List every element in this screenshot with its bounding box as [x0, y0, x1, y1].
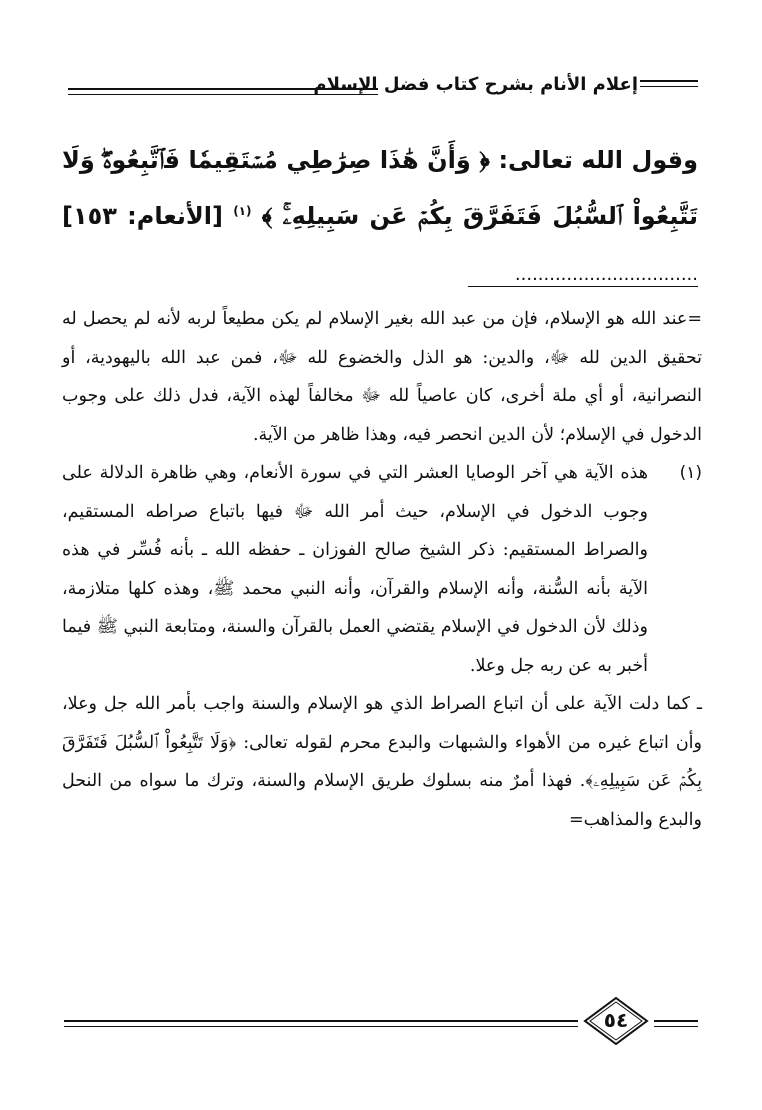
footnote-1-text: هذه الآية هي آخر الوصايا العشر التي في سورة الأنعام، وهي ظاهرة الدلالة على وجوب الدخول في الإسلام، حيث أمر الله ﷻ فيها باتباع صراطه المستقيم، والصراط المستقيم: ذكر الشيخ صالح الفوزان ـ حفظه الله ـ بأنه فُسِّر في هذه الآية بأنه السُّنة، وأنه الإسلام والقرآن، وأنه النبي محمد ﷺ، وهذه كلها متلازمة، وذلك لأن الدخول في الإسلام يقتضي العمل بالقرآن والسنة، ومتابعة النبي ﷺ فيما أخبر به عن ربه جل وعلا.: [62, 463, 648, 676]
running-title: إعلام الأنام بشرح كتاب فضل الإسلام: [313, 74, 638, 95]
verse-open-bracket: ﴿: [479, 146, 490, 174]
footnote-paragraph-2: ـ كما دلت الآية على أن اتباع الصراط الذي هو الإسلام والسنة واجب بأمر الله جل وعلا، وأن اتباع غيره من الأهواء والشبهات والبدع محرم لقوله تعالى: ﴿وَلَا تَتَّبِعُواْ ٱلسُّبُلَ فَتَفَرَّقَ بِكُمۡ عَن سَبِيلِهِۦ﴾. فهذا أمرٌ منه بسلوك طريق الإسلام والسنة، وترك ما سواه من النحل والبدع والمذاهب=: [62, 694, 702, 830]
header-rule-right: [640, 80, 698, 87]
verse-close-bracket: ﴾: [261, 202, 273, 230]
verse-block: [62, 132, 698, 303]
footnote-1: [62, 454, 702, 685]
footnote-reference: (١): [233, 204, 252, 218]
verse-citation: [الأنعام: ١٥٣]: [62, 202, 223, 230]
leader-dots: ................................: [514, 264, 698, 285]
footnote-continuation: =عند الله هو الإسلام، فإن من عبد الله بغير الإسلام لم يكن مطيعاً لربه لأنه لم يحصل له تحقيق الدين لله ﷻ، والدين: هو الذل والخضوع لله ﷻ، فمن عبد الله باليهودية، أو النصرانية، أو أي ملة أخرى، كان عاصياً لله ﷻ مخالفاً لهذه الآية، فدل ذلك على وجوب الدخول في الإسلام؛ لأن الدين انحصر فيه، وهذا ظاهر من الآية.: [62, 309, 702, 445]
verse-intro: وقول الله تعالى:: [498, 146, 699, 174]
page-number-badge: [583, 996, 649, 1046]
footer-rule-right: [654, 1020, 698, 1027]
page-number: ٥٤: [603, 1008, 629, 1032]
footnote-separator: [468, 286, 698, 287]
footnote-number: (١): [679, 463, 702, 483]
header-rule-left: [68, 88, 378, 95]
footnotes-section: [62, 300, 702, 839]
verse-text: وَأَنَّ هَٰذَا صِرَٰطِي مُسۡتَقِيمٗا فَٱتَّبِعُوهُۖ وَلَا تَتَّبِعُواْ ٱلسُّبُلَ فَتَفَرَّقَ بِكُمۡ عَن سَبِيلِهِۦۚ: [62, 146, 699, 230]
footer-rule-left: [64, 1020, 578, 1027]
